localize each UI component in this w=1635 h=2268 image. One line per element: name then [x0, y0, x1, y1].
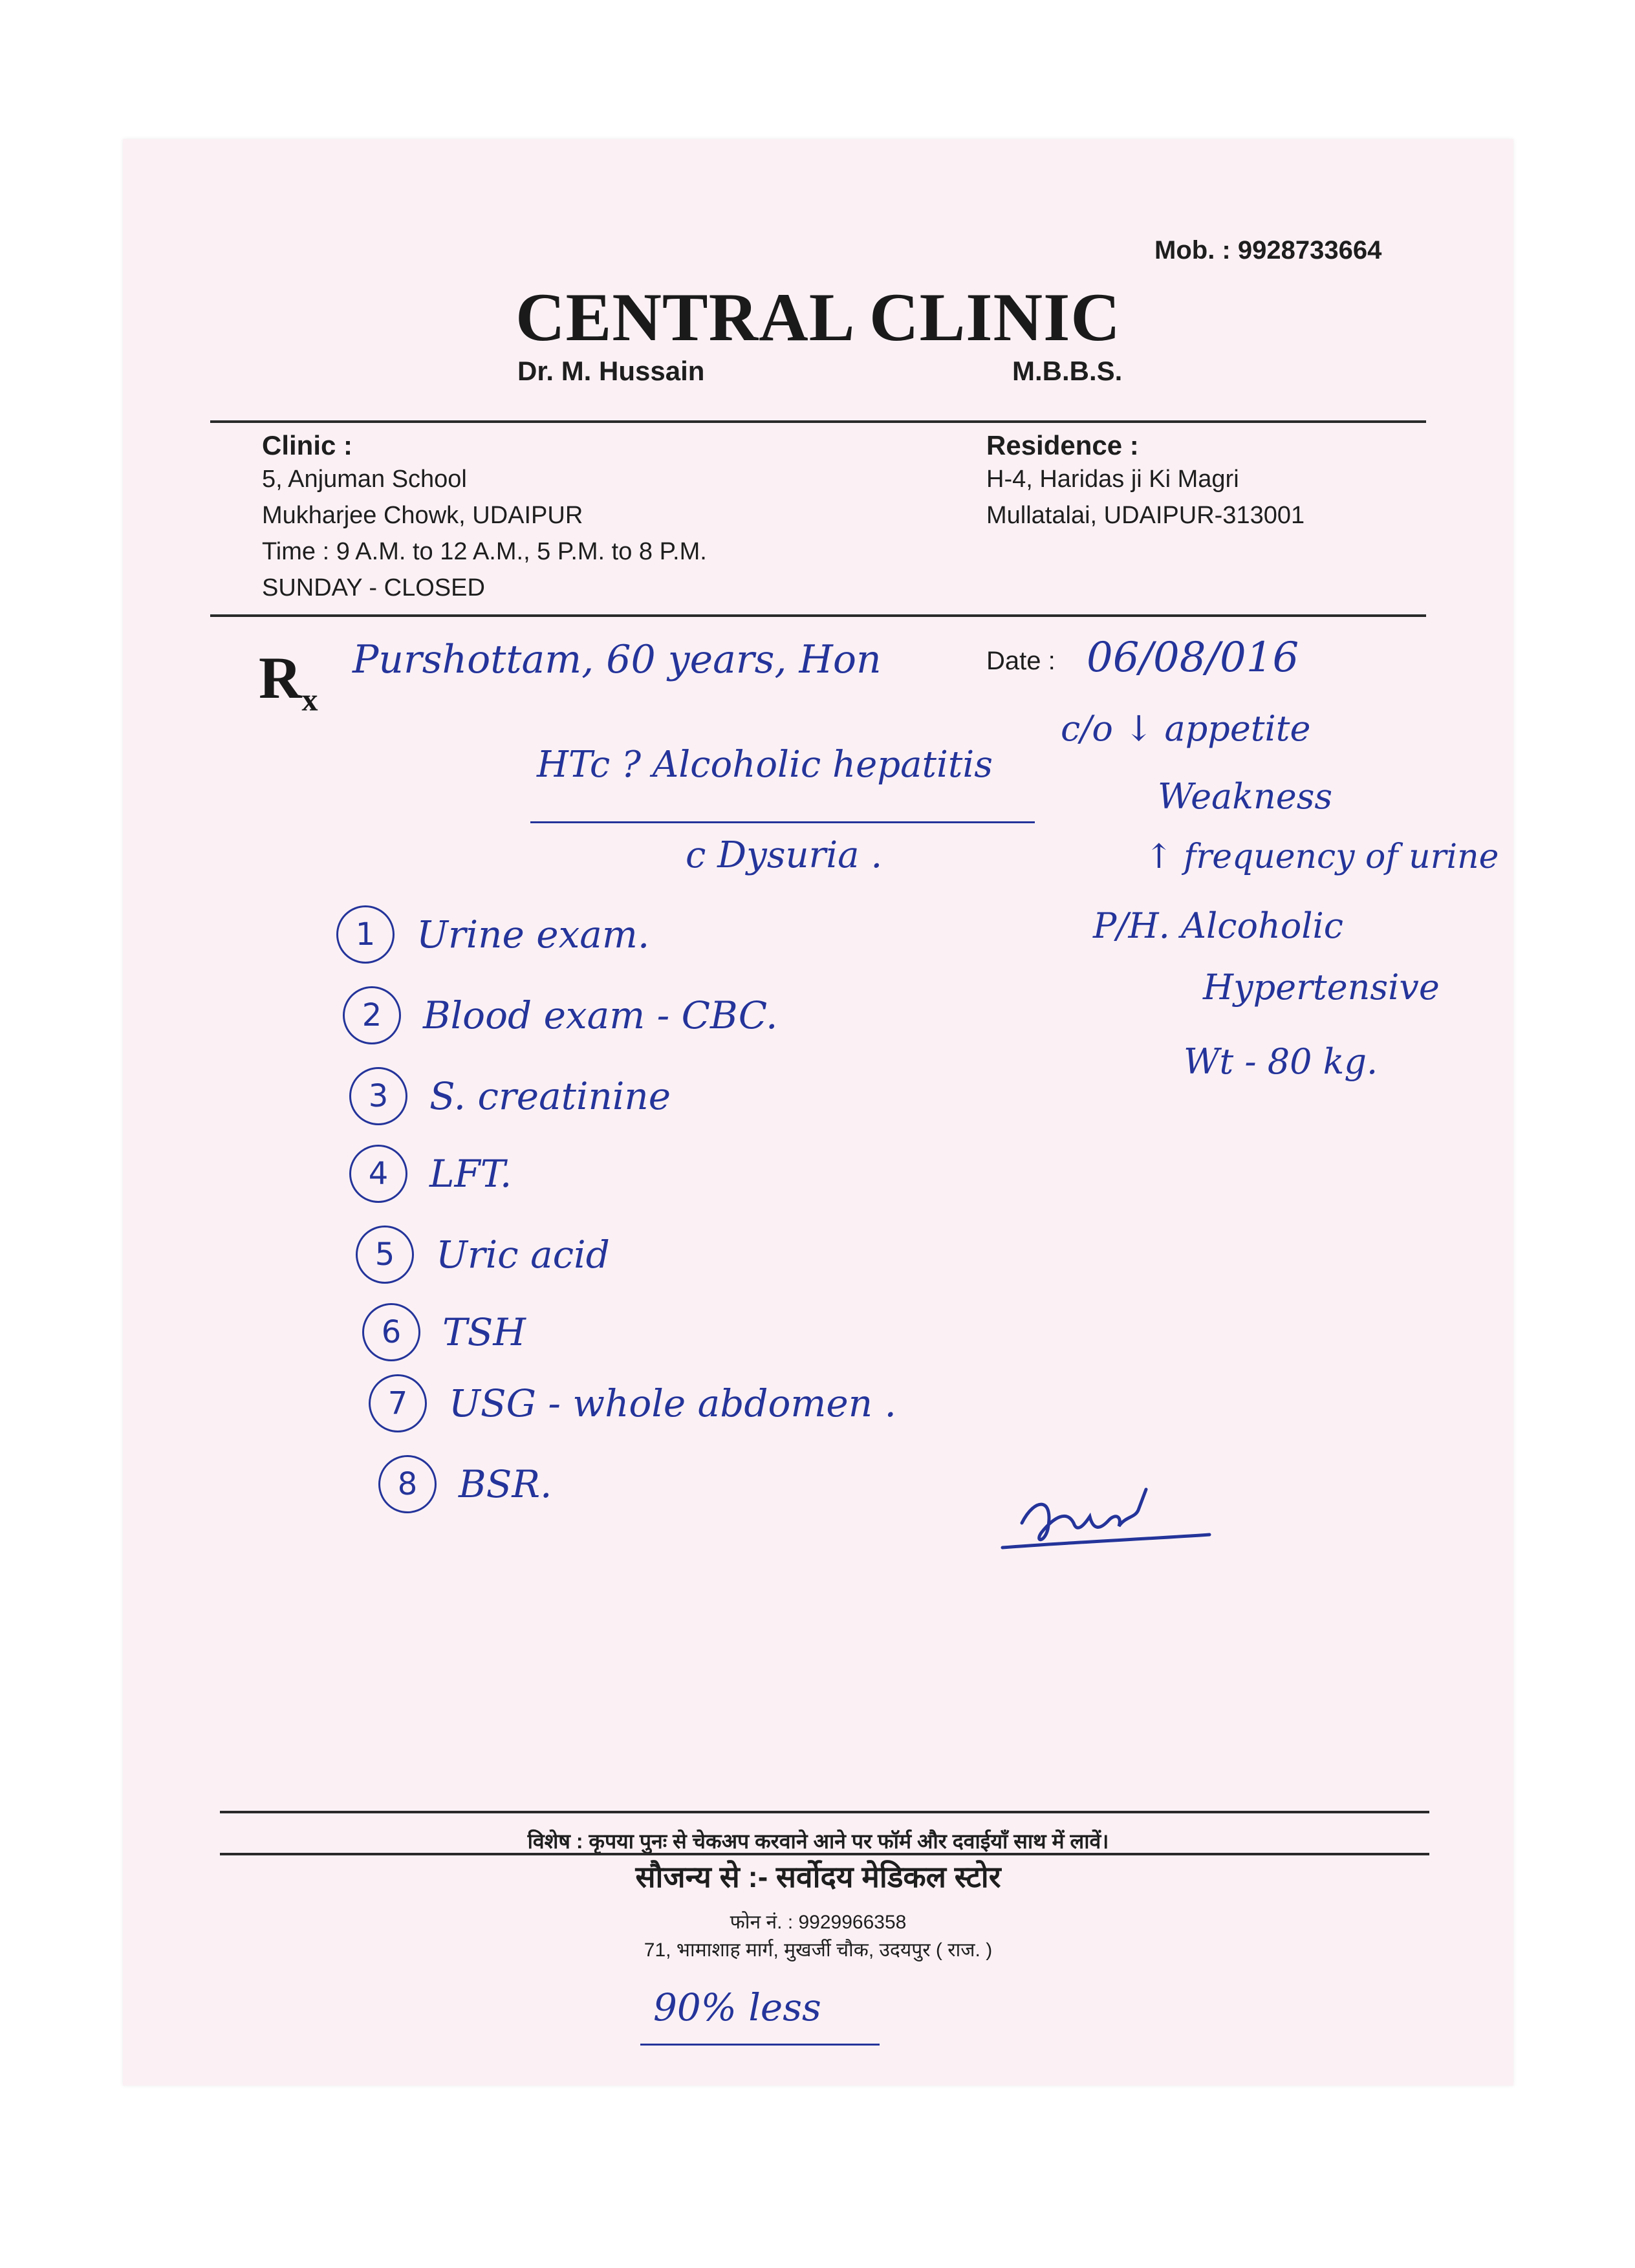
test-label: Blood exam - CBC.: [423, 993, 778, 1037]
test-number: 1: [336, 905, 395, 964]
complaint-line: c/o ↓ appetite: [1061, 708, 1311, 749]
residence-address-block: [986, 430, 1305, 534]
test-item: [369, 1374, 896, 1432]
date-label: Date :: [986, 647, 1056, 675]
header-divider-bottom: [210, 614, 1426, 617]
test-label: TSH: [442, 1310, 526, 1354]
test-item: [349, 1145, 512, 1203]
doctor-degree: M.B.B.S.: [1012, 356, 1123, 386]
past-history-line: Hypertensive: [1203, 967, 1440, 1008]
test-number: 3: [349, 1067, 407, 1125]
test-number: 2: [343, 986, 401, 1044]
test-item: [336, 905, 649, 964]
test-label: LFT.: [429, 1152, 512, 1196]
clinic-closed-day: SUNDAY - CLOSED: [262, 574, 485, 601]
diagnosis-line: c Dysuria .: [686, 834, 883, 876]
clinic-address-block: [262, 430, 707, 606]
test-number: 8: [378, 1455, 437, 1513]
test-label: S. creatinine: [429, 1074, 671, 1118]
prescription-sheet: [123, 139, 1513, 2086]
footer-note: विशेष : कृपया पुनः से चेकअप करवाने आने पर फॉर्म और दवाईयाँ साथ में लावें।: [527, 1830, 1109, 1853]
mobile-number: Mob. : 9928733664: [1154, 236, 1382, 265]
weight-note: Wt - 80 kg.: [1184, 1041, 1378, 1082]
store-phone: फोन नं. : 9929966358: [730, 1912, 907, 1933]
test-label: Uric acid: [436, 1233, 610, 1277]
past-history-line: P/H. Alcoholic: [1093, 905, 1344, 946]
complaint-line: ↑ frequency of urine: [1145, 837, 1499, 876]
diagnosis-line: HTc ? Alcoholic hepatitis: [537, 744, 993, 786]
test-number: 6: [362, 1303, 420, 1361]
test-item: [362, 1303, 526, 1361]
footer-divider-top: [220, 1811, 1429, 1813]
test-item: [378, 1455, 552, 1513]
complaint-line: Weakness: [1158, 776, 1333, 817]
test-number: 7: [369, 1374, 427, 1432]
test-number: 5: [356, 1226, 414, 1284]
clinic-name: CENTRAL CLINIC: [515, 279, 1121, 355]
residence-address-line: Mullatalai, UDAIPUR-313001: [986, 502, 1305, 529]
test-label: USG - whole abdomen .: [449, 1381, 896, 1425]
clinic-hours: Time : 9 A.M. to 12 A.M., 5 P.M. to 8 P.M.: [262, 538, 707, 565]
test-label: Urine exam.: [417, 913, 650, 956]
test-item: [349, 1067, 671, 1125]
courtesy-line: सौजन्य से :- सर्वोदय मेडिकल स्टोर: [635, 1860, 1001, 1894]
handwritten-discount: 90% less: [653, 1985, 821, 2029]
test-number: 4: [349, 1145, 407, 1203]
residence-address-heading: Residence :: [986, 430, 1139, 460]
test-item: [356, 1226, 610, 1284]
footer-divider-bottom: [220, 1853, 1429, 1855]
discount-underline: [640, 2044, 880, 2046]
diagnosis-underline: [530, 821, 1035, 823]
residence-address-line: H-4, Haridas ji Ki Magri: [986, 466, 1239, 493]
clinic-address-line: Mukharjee Chowk, UDAIPUR: [262, 502, 583, 529]
clinic-address-heading: Clinic :: [262, 430, 353, 460]
header-divider-top: [210, 420, 1426, 423]
store-address: 71, भामाशाह मार्ग, मुखर्जी चौक, उदयपुर ( राज. ): [644, 1939, 993, 1961]
prescription-date: 06/08/016: [1087, 634, 1299, 682]
test-label: BSR.: [459, 1462, 552, 1506]
clinic-address-line: 5, Anjuman School: [262, 466, 467, 493]
test-item: [343, 986, 777, 1044]
patient-details: Purshottam, 60 years, Hon: [352, 637, 882, 682]
doctor-name: Dr. M. Hussain: [517, 356, 705, 386]
doctor-signature: [996, 1471, 1242, 1568]
rx-symbol: $R_x$: [259, 645, 318, 718]
